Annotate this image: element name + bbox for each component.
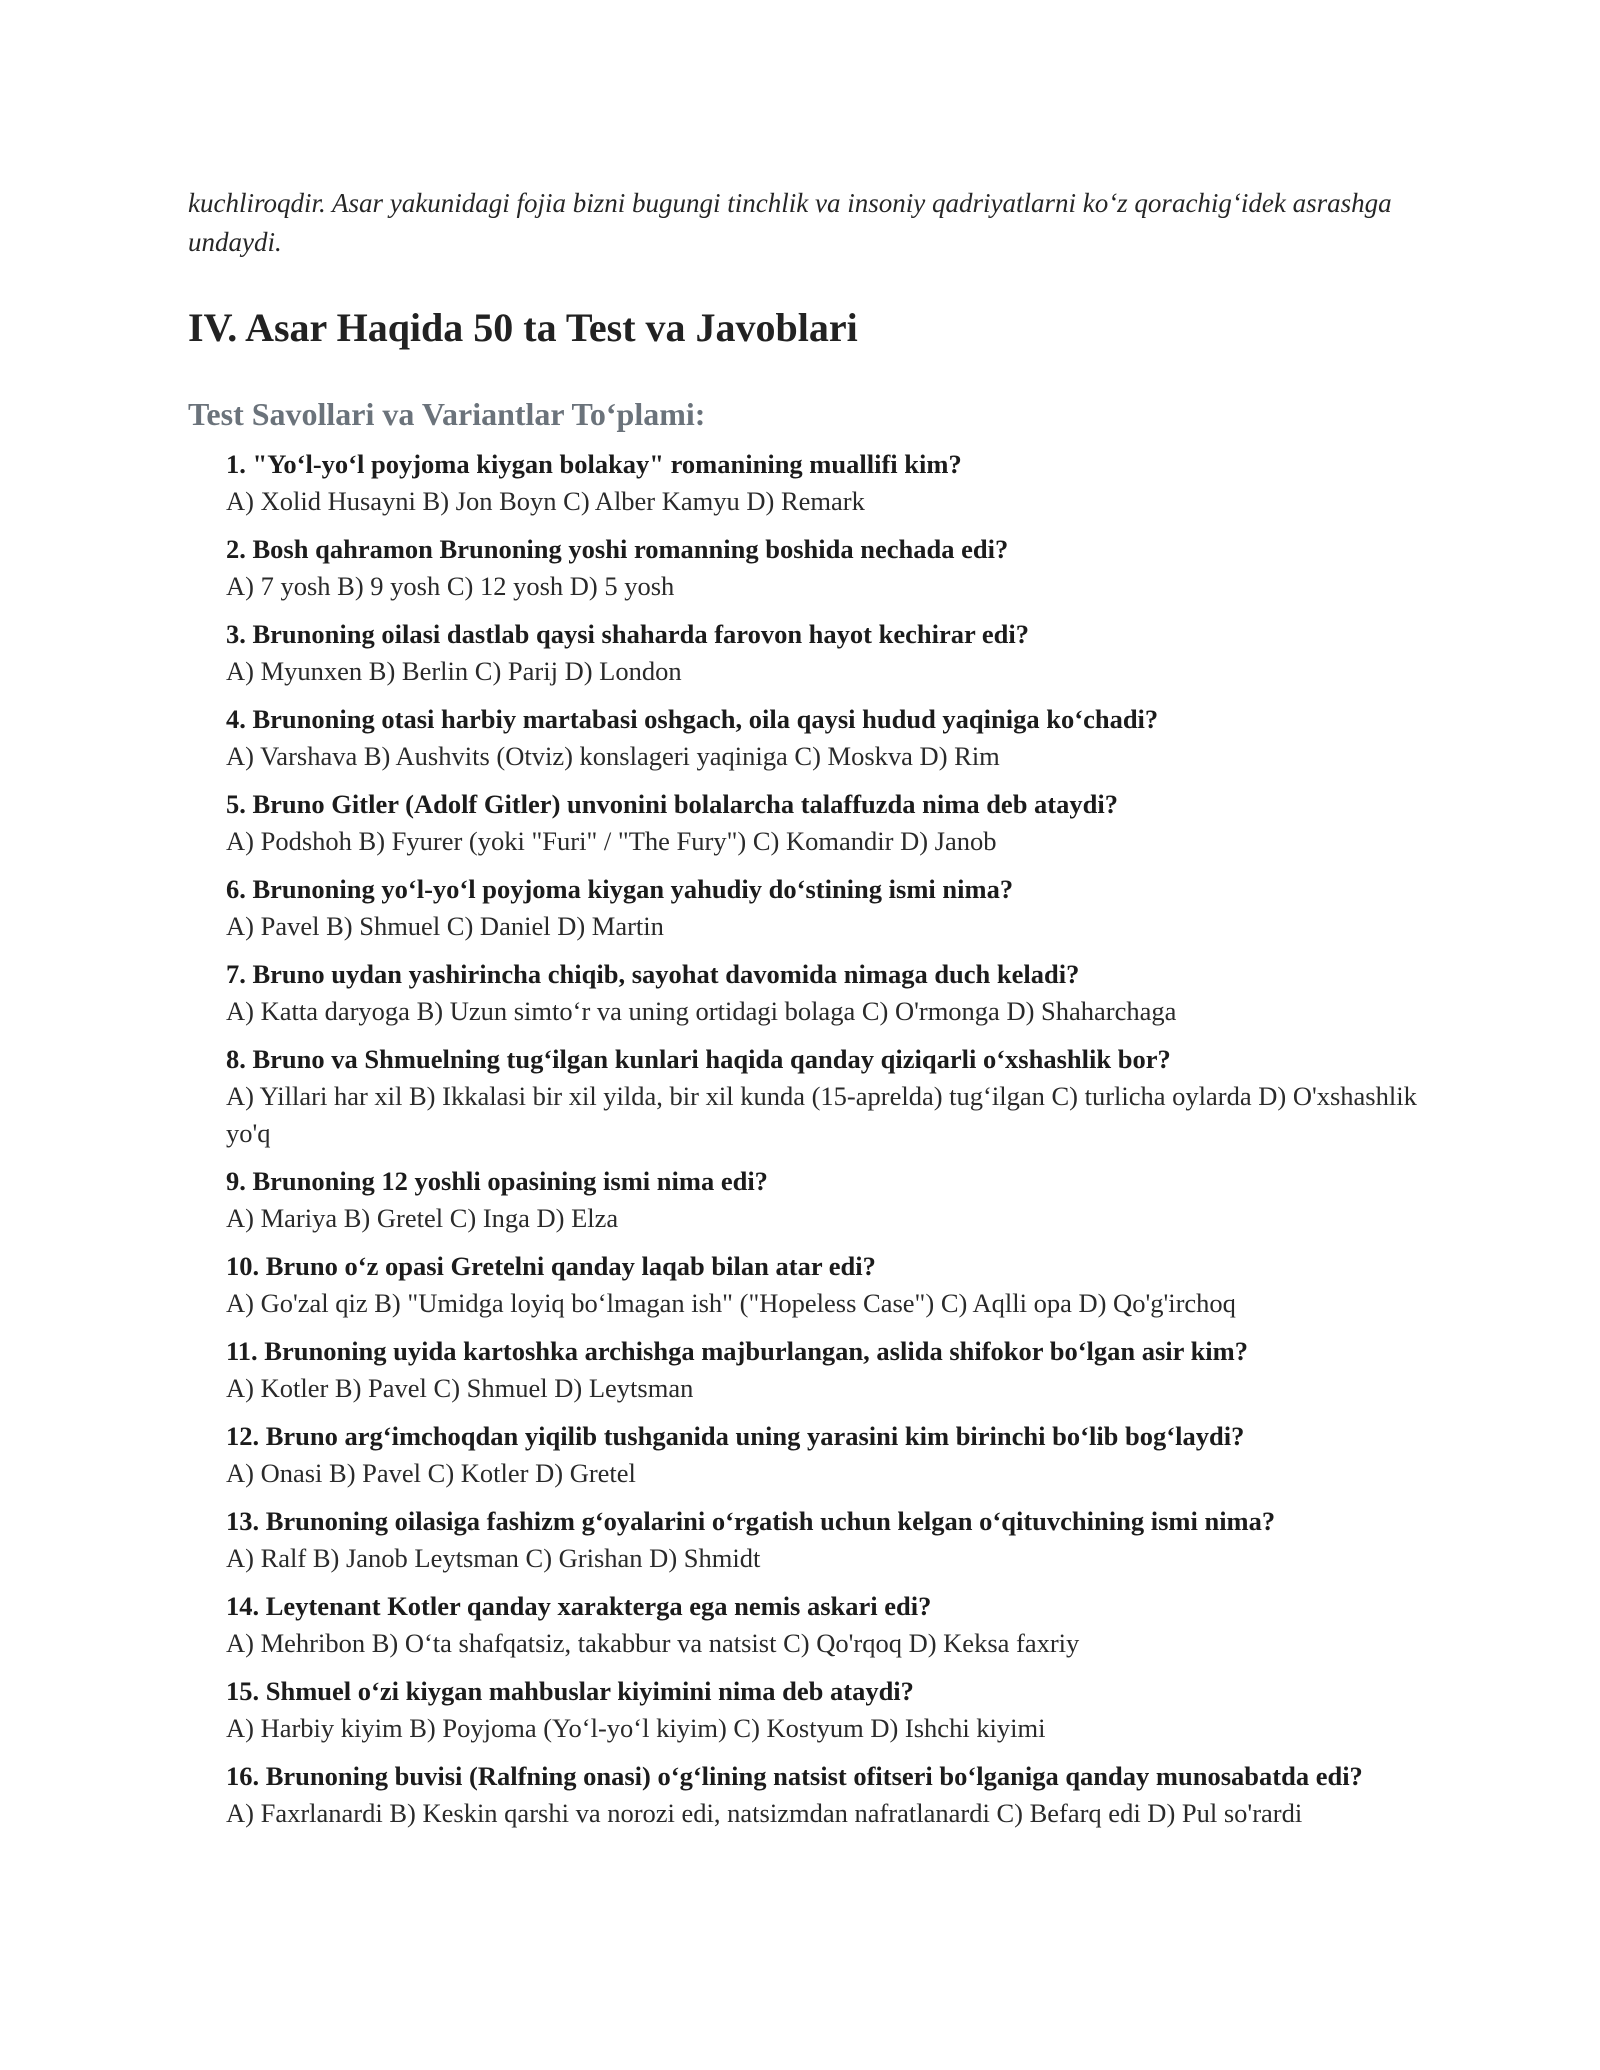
question-text: 2. Bosh qahramon Brunoning yoshi romanning boshida nechada edi? (226, 534, 1009, 564)
answer-options: A) Mehribon B) Oʻta shafqatsiz, takabbur va natsist C) Qo'rqoq D) Keksa faxriy (226, 1628, 1080, 1658)
question-text: 1. "Yoʻl-yoʻl poyjoma kiygan bolakay" romanining muallifi kim? (226, 449, 962, 479)
question-text: 15. Shmuel oʻzi kiygan mahbuslar kiyimini nima deb ataydi? (226, 1676, 914, 1706)
question-item (226, 531, 1418, 605)
question-text: 4. Brunoning otasi harbiy martabasi oshgach, oila qaysi hudud yaqiniga koʻchadi? (226, 704, 1159, 734)
question-text: 8. Bruno va Shmuelning tugʻilgan kunlari haqida qanday qiziqarli oʻxshashlik bor? (226, 1044, 1171, 1074)
answer-options: A) Pavel B) Shmuel C) Daniel D) Martin (226, 911, 664, 941)
answer-options: A) Yillari har xil B) Ikkalasi bir xil yilda, bir xil kunda (15-aprelda) tugʻilgan C) turlicha oylarda D) O'xshashlik yo'q (226, 1081, 1417, 1148)
question-item (226, 1163, 1418, 1237)
question-text: 16. Brunoning buvisi (Ralfning onasi) oʻgʻlining natsist ofitseri boʻlganiga qanday munosabatda edi? (226, 1761, 1363, 1791)
answer-options: A) Ralf B) Janob Leytsman C) Grishan D) Shmidt (226, 1543, 761, 1573)
document-page (188, 184, 1418, 1843)
question-item (226, 1248, 1418, 1322)
question-item (226, 446, 1418, 520)
answer-options: A) Kotler B) Pavel C) Shmuel D) Leytsman (226, 1373, 694, 1403)
sub-heading: Test Savollari va Variantlar Toʻplami: (188, 396, 706, 432)
question-item (226, 616, 1418, 690)
answer-options: A) Podshoh B) Fyurer (yoki "Furi" / "The Fury") C) Komandir D) Janob (226, 826, 997, 856)
question-item (226, 1673, 1418, 1747)
question-text: 13. Brunoning oilasiga fashizm gʻoyalarini oʻrgatish uchun kelgan oʻqituvchining ismi nima? (226, 1506, 1276, 1536)
intro-paragraph: kuchliroqdir. Asar yakunidagi fojia bizni bugungi tinchlik va insoniy qadriyatlarni koʻz qorachigʻidek asrashga undaydi. (188, 188, 1392, 257)
question-item (226, 1418, 1418, 1492)
answer-options: A) Harbiy kiyim B) Poyjoma (Yoʻl-yoʻl kiyim) C) Kostyum D) Ishchi kiyimi (226, 1713, 1046, 1743)
question-item (226, 1588, 1418, 1662)
answer-options: A) Go'zal qiz B) "Umidga loyiq boʻlmagan ish" ("Hopeless Case") C) Aqlli opa D) Qo'g'irchoq (226, 1288, 1236, 1318)
question-text: 10. Bruno oʻz opasi Gretelni qanday laqab bilan atar edi? (226, 1251, 876, 1281)
question-text: 6. Brunoning yoʻl-yoʻl poyjoma kiygan yahudiy doʻstining ismi nima? (226, 874, 1014, 904)
question-text: 7. Bruno uydan yashirincha chiqib, sayohat davomida nimaga duch keladi? (226, 959, 1080, 989)
question-item (226, 1758, 1418, 1832)
answer-options: A) Faxrlanardi B) Keskin qarshi va norozi edi, natsizmdan nafratlanardi C) Befarq edi D) Pul so'rardi (226, 1798, 1303, 1828)
answer-options: A) Katta daryoga B) Uzun simtoʻr va uning ortidagi bolaga C) O'rmonga D) Shaharchaga (226, 996, 1177, 1026)
question-text: 3. Brunoning oilasi dastlab qaysi shaharda farovon hayot kechirar edi? (226, 619, 1030, 649)
question-item (226, 786, 1418, 860)
question-item (226, 1333, 1418, 1407)
answer-options: A) 7 yosh B) 9 yosh C) 12 yosh D) 5 yosh (226, 571, 675, 601)
answer-options: A) Mariya B) Gretel C) Inga D) Elza (226, 1203, 619, 1233)
question-text: 12. Bruno argʻimchoqdan yiqilib tushganida uning yarasini kim birinchi boʻlib bogʻlaydi? (226, 1421, 1245, 1451)
section-heading: IV. Asar Haqida 50 ta Test va Javoblari (188, 305, 858, 350)
question-item (226, 1503, 1418, 1577)
question-item (226, 701, 1418, 775)
question-item (226, 871, 1418, 945)
question-item (226, 1041, 1418, 1152)
question-text: 9. Brunoning 12 yoshli opasining ismi nima edi? (226, 1166, 768, 1196)
answer-options: A) Xolid Husayni B) Jon Boyn C) Alber Kamyu D) Remark (226, 486, 865, 516)
question-item (226, 956, 1418, 1030)
question-text: 5. Bruno Gitler (Adolf Gitler) unvonini bolalarcha talaffuzda nima deb ataydi? (226, 789, 1118, 819)
question-text: 11. Brunoning uyida kartoshka archishga majburlangan, aslida shifokor boʻlgan asir kim? (226, 1336, 1248, 1366)
answer-options: A) Varshava B) Aushvits (Otviz) konslageri yaqiniga C) Moskva D) Rim (226, 741, 1000, 771)
answer-options: A) Myunxen B) Berlin C) Parij D) London (226, 656, 682, 686)
answer-options: A) Onasi B) Pavel C) Kotler D) Gretel (226, 1458, 636, 1488)
question-text: 14. Leytenant Kotler qanday xarakterga ega nemis askari edi? (226, 1591, 932, 1621)
question-list (226, 446, 1418, 1832)
